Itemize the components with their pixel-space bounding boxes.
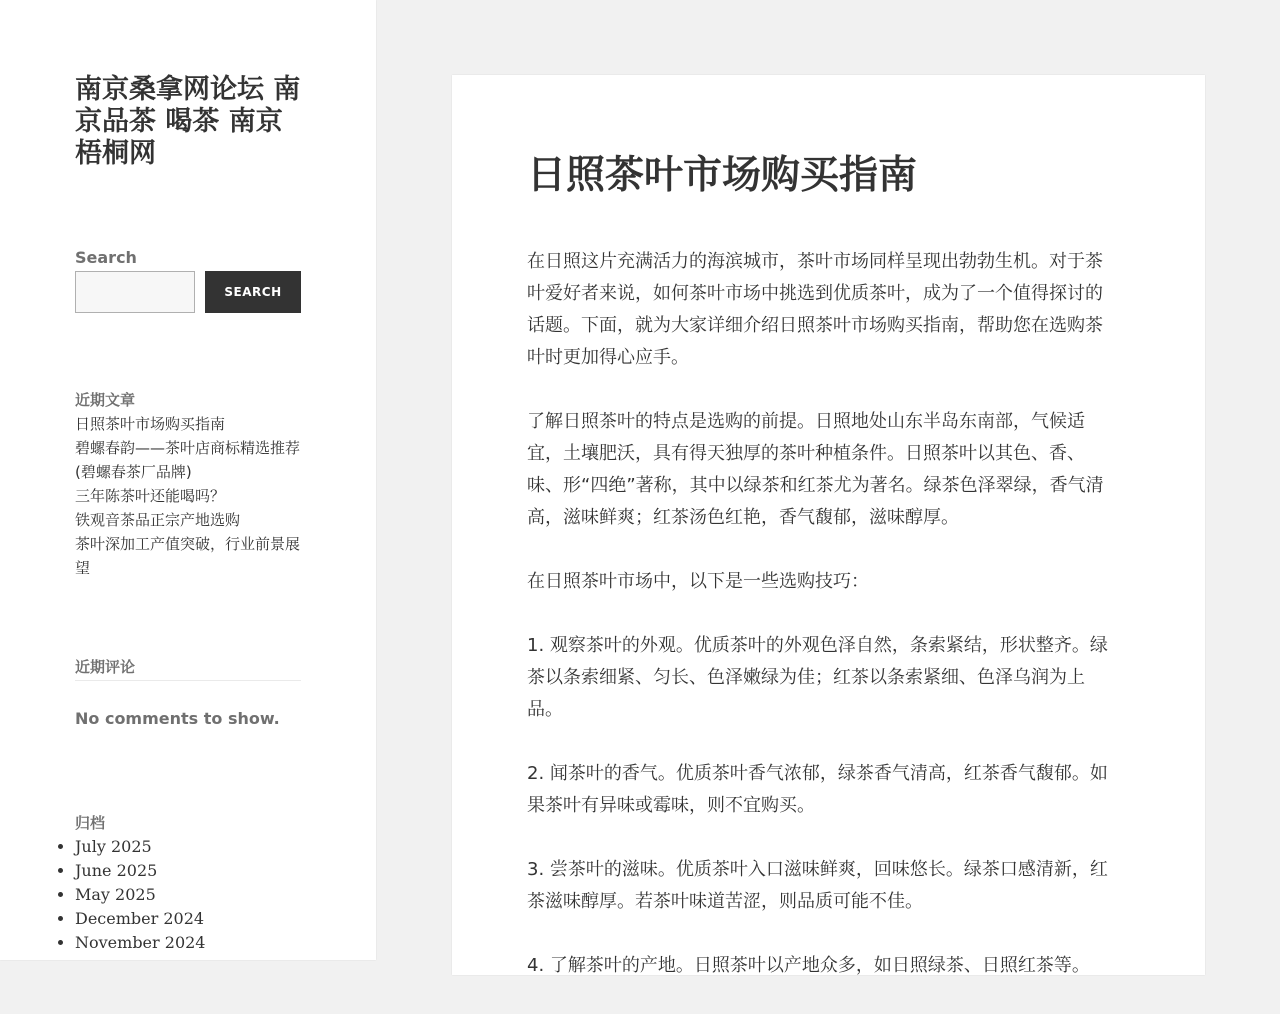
list-item <box>75 484 307 508</box>
list-item <box>75 532 307 580</box>
list-item <box>75 859 205 883</box>
archive-link[interactable]: November 2024 <box>75 933 206 952</box>
no-comments-text: No comments to show. <box>75 709 280 728</box>
recent-comments-heading: 近期评论 <box>75 656 301 681</box>
post-card <box>452 75 1205 975</box>
archives-list <box>75 835 205 955</box>
archives-heading: 归档 <box>75 814 106 832</box>
search-label: Search <box>75 248 137 267</box>
post-paragraph: 2. 闻茶叶的香气。优质茶叶香气浓郁，绿茶香气清高，红茶香气馥郁。如果茶叶有异味或霉味，则不宜购买。 <box>527 763 1108 816</box>
recent-post-link[interactable]: 铁观音茶品正宗产地选购 <box>75 511 241 529</box>
post-paragraph: 3. 尝茶叶的滋味。优质茶叶入口滋味鲜爽，回味悠长。绿茶口感清新，红茶滋味醇厚。若茶叶味道苦涩，则品质可能不佳。 <box>527 859 1108 912</box>
post-paragraph: 1. 观察茶叶的外观。优质茶叶的外观色泽自然，条索紧结，形状整齐。绿茶以条索细紧、匀长、色泽嫩绿为佳；红茶以条索紧细、色泽乌润为上品。 <box>527 635 1108 720</box>
recent-post-link[interactable]: 茶叶深加工产值突破，行业前景展望 <box>75 535 301 577</box>
recent-post-link[interactable]: 碧螺春韵——茶叶店商标精选推荐(碧螺春茶厂品牌) <box>75 439 301 481</box>
recent-posts-list <box>75 412 307 580</box>
recent-post-link[interactable]: 日照茶叶市场购买指南 <box>75 415 226 433</box>
post-body <box>527 246 1119 1014</box>
post-paragraph: 在日照这片充满活力的海滨城市，茶叶市场同样呈现出勃勃生机。对于茶叶爱好者来说，如何茶叶市场中挑选到优质茶叶，成为了一个值得探讨的话题。下面，就为大家详细介绍日照茶叶市场购买指南，帮助您在选购茶叶时更加得心应手。 <box>527 251 1103 368</box>
search-input[interactable] <box>75 271 195 313</box>
list-item <box>75 931 205 955</box>
post-title: 日照茶叶市场购买指南 <box>527 153 918 198</box>
recent-posts-heading: 近期文章 <box>75 391 136 409</box>
list-item <box>75 835 205 859</box>
archive-link[interactable]: June 2025 <box>75 861 158 880</box>
post-paragraph: 4. 了解茶叶的产地。日照茶叶以产地众多，如日照绿茶、日照红茶等。 <box>527 955 1090 976</box>
sidebar <box>0 0 376 960</box>
post-paragraph: 了解日照茶叶的特点是选购的前提。日照地处山东半岛东南部，气候适宜，土壤肥沃，具有得天独厚的茶叶种植条件。日照茶叶以其色、香、味、形“四绝”著称，其中以绿茶和红茶尤为著名。绿茶色泽翠绿，香气清高，滋味鲜爽；红茶汤色红艳，香气馥郁，滋味醇厚。 <box>527 411 1104 528</box>
archive-link[interactable]: July 2025 <box>75 837 152 856</box>
list-item <box>75 508 307 532</box>
site-title[interactable]: 南京桑拿网论坛 南京品茶 喝茶 南京梧桐网 <box>75 74 301 169</box>
list-item <box>75 907 205 931</box>
list-item <box>75 412 307 436</box>
post-paragraph: 在日照茶叶市场中，以下是一些选购技巧： <box>527 571 869 592</box>
archive-link[interactable]: May 2025 <box>75 885 156 904</box>
list-item <box>75 436 307 484</box>
search-button[interactable]: SEARCH <box>205 271 301 313</box>
recent-post-link[interactable]: 三年陈茶叶还能喝吗？ <box>75 487 226 505</box>
list-item <box>75 883 205 907</box>
archive-link[interactable]: December 2024 <box>75 909 205 928</box>
